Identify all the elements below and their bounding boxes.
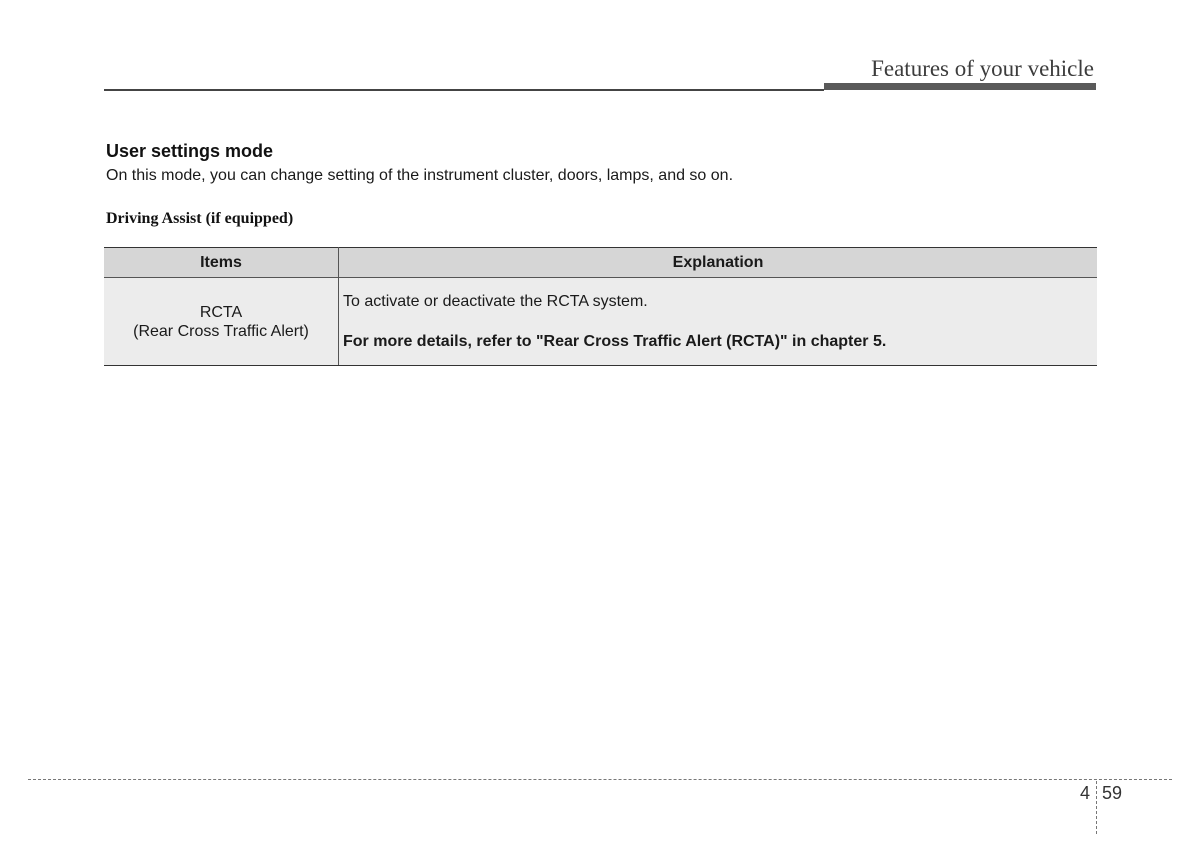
explanation-text: To activate or deactivate the RCTA system. xyxy=(343,292,648,310)
table-row xyxy=(104,278,1097,366)
chapter-number: 4 xyxy=(1080,783,1091,803)
column-header-explanation: Explanation xyxy=(339,248,1098,278)
subsection-title: Driving Assist (if equipped) xyxy=(106,210,294,227)
item-name: RCTA xyxy=(199,303,243,321)
page-number: 59 xyxy=(1102,783,1123,803)
column-header-items: Items xyxy=(104,248,339,278)
running-header-title: Features of your vehicle xyxy=(871,56,1094,81)
section-description: On this mode, you can change setting of the instrument cluster, doors, lamps, and so on. xyxy=(106,167,734,184)
reference-note: For more details, refer to "Rear Cross Traffic Alert (RCTA)" in chapter 5. xyxy=(343,332,887,350)
item-detail: (Rear Cross Traffic Alert) xyxy=(133,322,309,340)
footer-divider xyxy=(1096,781,1097,834)
table-header-row xyxy=(104,248,1097,278)
footer-rule xyxy=(28,779,1172,780)
header-rule xyxy=(104,89,824,91)
section-title: User settings mode xyxy=(106,141,274,161)
item-cell xyxy=(104,278,339,366)
explanation-cell xyxy=(339,278,1098,366)
header-accent-bar xyxy=(824,83,1096,90)
settings-table xyxy=(104,247,1097,366)
